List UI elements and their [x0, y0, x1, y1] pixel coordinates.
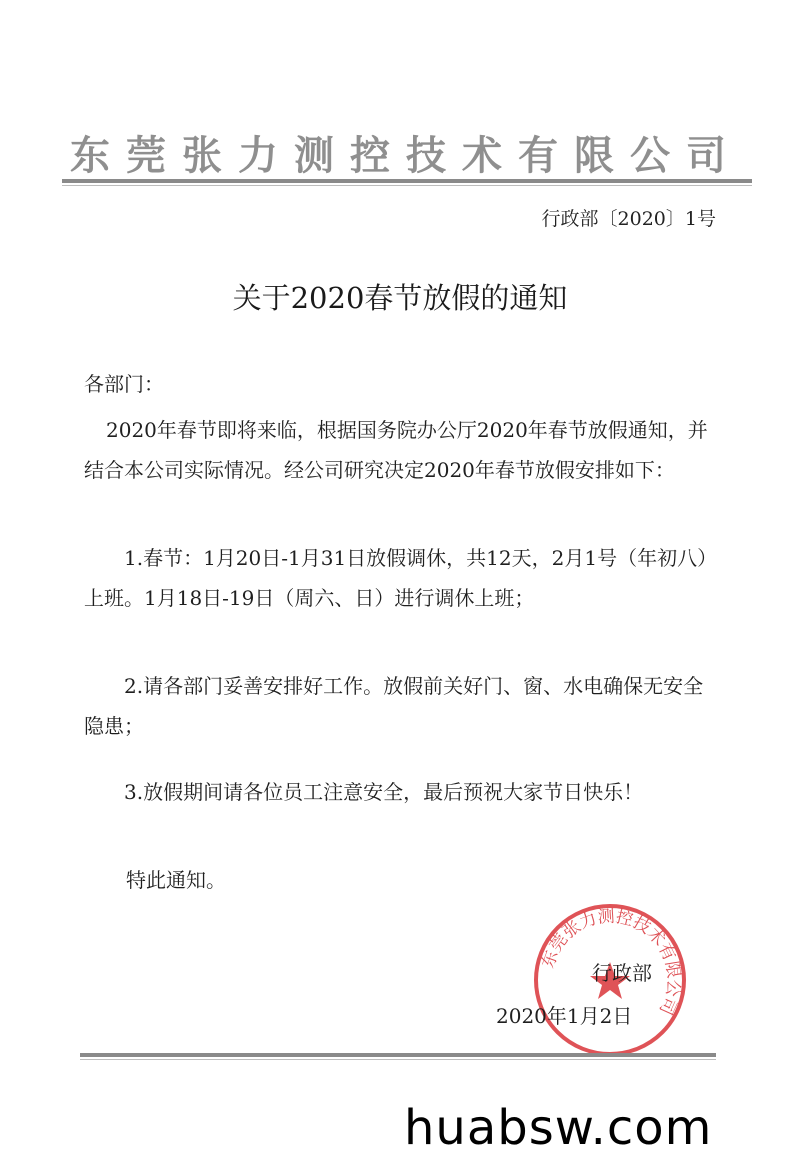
paragraph-intro: 2020年春节即将来临，根据国务院办公厅2020年春节放假通知，并结合本公司实际情况。经公司研究决定2020年春节放假安排如下： — [84, 418, 708, 482]
company-letterhead: 东莞张力测控技术有限公司 — [70, 133, 742, 179]
seal-text: 东莞张力测控技术有限公司 — [538, 906, 684, 1018]
footer-divider-thin — [80, 1059, 716, 1060]
header-divider — [62, 179, 752, 183]
site-watermark: huabsw.com — [404, 1100, 713, 1156]
notice-title: 关于2020春节放假的通知 — [232, 281, 568, 315]
paragraph-item-1: 1.春节：1月20日-1月31日放假调休，共12天，2月1号（年初八）上班。1月18日-19日（周六、日）进行调休上班； — [84, 546, 708, 610]
closing-line: 特此通知。 — [126, 868, 226, 892]
signature-date: 2020年1月2日 — [496, 1004, 633, 1028]
footer-divider — [80, 1053, 716, 1057]
header-divider-thin — [62, 185, 752, 186]
signature-department: 行政部 — [592, 961, 652, 985]
paragraph-item-2: 2.请各部门妥善安排好工作。放假前关好门、窗、水电确保无安全隐患； — [84, 674, 704, 738]
document-number: 行政部〔2020〕1号 — [541, 208, 716, 230]
greeting: 各部门： — [84, 372, 164, 396]
paragraph-item-3: 3.放假期间请各位员工注意安全，最后预祝大家节日快乐！ — [124, 780, 644, 804]
